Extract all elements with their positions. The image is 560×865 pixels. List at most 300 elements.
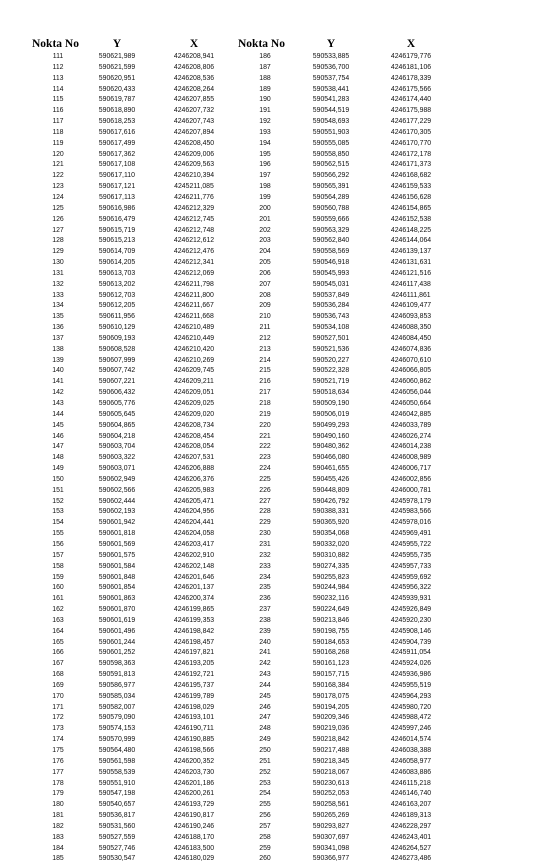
x-coordinate: 4246163,207 bbox=[390, 801, 432, 809]
table-row bbox=[32, 594, 238, 605]
y-coordinate: 590620,433 bbox=[98, 85, 136, 93]
table-row bbox=[32, 291, 238, 302]
point-number: 224 bbox=[259, 465, 271, 473]
table-row bbox=[32, 844, 238, 855]
point-number: 210 bbox=[259, 313, 271, 321]
y-coordinate: 590570,999 bbox=[98, 736, 136, 744]
y-coordinate: 590548,693 bbox=[312, 118, 350, 126]
y-coordinate: 590601,575 bbox=[98, 551, 136, 559]
y-coordinate: 590579,090 bbox=[98, 714, 136, 722]
x-coordinate: 4246205,471 bbox=[173, 497, 215, 505]
table-row bbox=[32, 52, 238, 63]
y-coordinate: 590619,787 bbox=[98, 96, 136, 104]
point-number: 243 bbox=[259, 671, 271, 679]
x-coordinate: 4246198,566 bbox=[173, 747, 215, 754]
y-coordinate: 590365,920 bbox=[312, 519, 350, 527]
x-coordinate: 4246000,781 bbox=[390, 486, 432, 494]
point-number: 250 bbox=[259, 747, 271, 754]
point-number: 197 bbox=[259, 172, 271, 180]
point-number: 122 bbox=[52, 172, 64, 180]
x-coordinate: 4246008,989 bbox=[390, 454, 432, 462]
y-coordinate: 590461,655 bbox=[312, 465, 350, 473]
y-coordinate: 590621,599 bbox=[98, 63, 136, 71]
point-number: 246 bbox=[259, 703, 271, 711]
x-coordinate: 4246154,865 bbox=[390, 204, 432, 212]
x-coordinate: 4245955,722 bbox=[390, 540, 432, 548]
point-number: 220 bbox=[259, 421, 271, 429]
x-coordinate: 4246202,910 bbox=[173, 551, 215, 559]
point-number: 159 bbox=[52, 573, 64, 581]
x-coordinate: 4245904,739 bbox=[390, 638, 432, 646]
table-row bbox=[238, 139, 452, 150]
x-coordinate: 4246131,631 bbox=[390, 259, 432, 267]
point-number: 203 bbox=[259, 237, 271, 245]
y-coordinate: 590586,977 bbox=[98, 681, 136, 689]
point-number: 254 bbox=[259, 790, 271, 798]
x-coordinate: 4246208,454 bbox=[173, 432, 215, 440]
y-coordinate: 590598,363 bbox=[98, 660, 136, 668]
point-number: 165 bbox=[52, 638, 64, 646]
table-row bbox=[238, 215, 452, 226]
x-coordinate: 4246195,737 bbox=[173, 681, 215, 689]
x-coordinate: 4246170,305 bbox=[390, 128, 432, 136]
table-row bbox=[32, 746, 238, 757]
table-row bbox=[32, 269, 238, 280]
point-number: 124 bbox=[52, 193, 64, 201]
table-row bbox=[238, 280, 452, 291]
table-row bbox=[238, 746, 452, 757]
y-coordinate: 590560,788 bbox=[312, 204, 350, 212]
point-number: 115 bbox=[52, 96, 64, 104]
y-coordinate: 590617,616 bbox=[98, 128, 136, 136]
x-coordinate: 4246109,477 bbox=[390, 302, 432, 310]
x-coordinate: 4246117,438 bbox=[391, 280, 431, 288]
x-coordinate: 4246212,748 bbox=[173, 226, 215, 234]
table-row bbox=[32, 540, 238, 551]
table-row bbox=[32, 442, 238, 453]
y-coordinate: 590607,742 bbox=[98, 367, 136, 375]
point-number: 186 bbox=[259, 53, 271, 60]
x-coordinate: 4246208,734 bbox=[173, 421, 215, 429]
point-number: 126 bbox=[52, 215, 64, 223]
y-coordinate: 590448,809 bbox=[312, 486, 350, 494]
y-coordinate: 590607,221 bbox=[98, 378, 136, 386]
y-coordinate: 590307,697 bbox=[312, 833, 350, 841]
table-row bbox=[32, 95, 238, 106]
point-number: 236 bbox=[259, 595, 271, 603]
table-row bbox=[238, 453, 452, 464]
table-row bbox=[32, 128, 238, 139]
y-coordinate: 590168,268 bbox=[312, 649, 350, 657]
x-coordinate: 4246197,821 bbox=[173, 649, 215, 657]
table-row bbox=[238, 692, 452, 703]
point-number: 256 bbox=[259, 812, 271, 820]
y-coordinate: 590499,293 bbox=[312, 421, 350, 429]
table-row bbox=[238, 366, 452, 377]
y-coordinate: 590555,085 bbox=[312, 139, 350, 147]
table-row bbox=[238, 193, 452, 204]
x-coordinate: 4245955,735 bbox=[390, 551, 432, 559]
y-coordinate: 590602,566 bbox=[98, 486, 136, 494]
point-number: 238 bbox=[259, 616, 271, 624]
table-row bbox=[32, 63, 238, 74]
table-row bbox=[32, 301, 238, 312]
point-number: 125 bbox=[52, 204, 64, 212]
point-number: 129 bbox=[52, 248, 64, 256]
table-row bbox=[238, 345, 452, 356]
table-row bbox=[32, 117, 238, 128]
y-coordinate: 590564,480 bbox=[98, 747, 136, 754]
table-row bbox=[238, 52, 452, 63]
y-coordinate: 590230,613 bbox=[312, 779, 350, 787]
x-coordinate: 4246083,886 bbox=[390, 768, 432, 776]
table-row bbox=[238, 356, 452, 367]
table-row bbox=[238, 507, 452, 518]
x-coordinate: 4246139,137 bbox=[390, 248, 432, 256]
table-row bbox=[238, 117, 452, 128]
y-coordinate: 590310,882 bbox=[312, 551, 350, 559]
point-number: 233 bbox=[259, 562, 271, 570]
y-coordinate: 590537,754 bbox=[312, 74, 350, 82]
point-number: 221 bbox=[259, 432, 271, 440]
y-coordinate: 590536,817 bbox=[98, 812, 136, 820]
y-coordinate: 590209,346 bbox=[312, 714, 350, 722]
y-coordinate: 590558,569 bbox=[312, 248, 350, 256]
table-row bbox=[238, 95, 452, 106]
y-coordinate: 590585,034 bbox=[98, 692, 136, 700]
point-number: 142 bbox=[52, 389, 64, 397]
x-coordinate: 4246193,101 bbox=[173, 714, 215, 722]
table-row bbox=[32, 854, 238, 865]
x-coordinate: 4246014,574 bbox=[390, 736, 432, 744]
point-number: 175 bbox=[52, 747, 64, 754]
point-number: 145 bbox=[52, 421, 64, 429]
point-number: 169 bbox=[52, 681, 64, 689]
table-row bbox=[32, 356, 238, 367]
point-number: 251 bbox=[259, 757, 271, 765]
x-coordinate: 4245908,146 bbox=[390, 627, 432, 635]
y-coordinate: 590546,918 bbox=[312, 259, 350, 267]
table-row bbox=[238, 486, 452, 497]
point-number: 240 bbox=[259, 638, 271, 646]
table-row bbox=[32, 453, 238, 464]
point-number: 230 bbox=[259, 530, 271, 538]
x-coordinate: 4246074,836 bbox=[390, 345, 432, 353]
y-coordinate: 590602,949 bbox=[98, 475, 136, 483]
point-number: 222 bbox=[259, 443, 271, 451]
point-number: 229 bbox=[259, 519, 271, 527]
y-coordinate: 590611,956 bbox=[99, 313, 135, 321]
point-number: 143 bbox=[52, 400, 64, 407]
table-row bbox=[238, 551, 452, 562]
point-number: 198 bbox=[259, 183, 271, 191]
x-coordinate: 4246033,789 bbox=[390, 421, 432, 429]
x-coordinate: 4246201,137 bbox=[173, 584, 215, 592]
table-row bbox=[32, 280, 238, 291]
x-coordinate: 4246198,457 bbox=[173, 638, 215, 646]
table-row bbox=[238, 421, 452, 432]
table-row bbox=[238, 854, 452, 865]
y-coordinate: 590341,098 bbox=[312, 844, 350, 852]
y-coordinate: 590613,202 bbox=[98, 280, 136, 288]
y-coordinate: 590258,561 bbox=[312, 801, 350, 809]
table-row bbox=[32, 768, 238, 779]
table-row bbox=[238, 399, 452, 410]
y-coordinate: 590551,910 bbox=[98, 779, 136, 787]
point-number: 139 bbox=[52, 356, 64, 364]
table-row bbox=[238, 258, 452, 269]
table-row bbox=[238, 63, 452, 74]
x-coordinate: 4246121,516 bbox=[390, 269, 432, 277]
x-coordinate: 4246193,205 bbox=[173, 660, 215, 668]
table-row bbox=[238, 388, 452, 399]
header-row bbox=[238, 37, 452, 52]
point-number: 235 bbox=[259, 584, 271, 592]
table-row bbox=[238, 150, 452, 161]
x-coordinate: 4246172,178 bbox=[390, 150, 432, 158]
y-coordinate: 590244,984 bbox=[312, 584, 350, 592]
x-coordinate: 4246179,776 bbox=[390, 53, 432, 60]
point-number: 166 bbox=[52, 649, 64, 657]
y-coordinate: 590558,850 bbox=[312, 150, 350, 158]
table-row bbox=[32, 757, 238, 768]
point-number: 247 bbox=[259, 714, 271, 722]
point-number: 146 bbox=[52, 432, 64, 440]
x-coordinate: 4246228,297 bbox=[390, 822, 432, 830]
x-coordinate: 4246038,388 bbox=[390, 747, 432, 754]
point-number: 204 bbox=[259, 248, 271, 256]
point-number: 191 bbox=[259, 107, 271, 115]
y-coordinate: 590617,121 bbox=[98, 183, 136, 191]
table-row bbox=[238, 713, 452, 724]
point-number: 132 bbox=[52, 280, 64, 288]
point-number: 213 bbox=[259, 345, 271, 353]
table-row bbox=[32, 670, 238, 681]
x-coordinate: 4246177,229 bbox=[390, 118, 432, 126]
y-coordinate: 590602,193 bbox=[98, 508, 136, 516]
table-row bbox=[238, 236, 452, 247]
table-row bbox=[32, 182, 238, 193]
point-number: 183 bbox=[52, 833, 64, 841]
table-row bbox=[32, 659, 238, 670]
y-coordinate: 590293,827 bbox=[312, 822, 350, 830]
point-number: 113 bbox=[52, 74, 64, 82]
point-number: 217 bbox=[259, 389, 271, 397]
header-nokta-no: Nokta No bbox=[32, 38, 79, 50]
x-coordinate: 4246211,667 bbox=[174, 302, 214, 310]
x-coordinate: 4246200,261 bbox=[173, 790, 215, 798]
table-row bbox=[32, 735, 238, 746]
y-coordinate: 590232,116 bbox=[313, 595, 349, 603]
y-coordinate: 590219,036 bbox=[312, 725, 350, 733]
table-row bbox=[238, 74, 452, 85]
y-coordinate: 590527,746 bbox=[98, 844, 136, 852]
y-coordinate: 590255,823 bbox=[312, 573, 350, 581]
point-number: 255 bbox=[259, 801, 271, 809]
y-coordinate: 590610,129 bbox=[98, 324, 136, 332]
coordinate-table-left bbox=[32, 37, 238, 865]
y-coordinate: 590562,515 bbox=[312, 161, 350, 169]
table-row bbox=[238, 171, 452, 182]
x-coordinate: 4246168,682 bbox=[390, 172, 432, 180]
point-number: 227 bbox=[259, 497, 271, 505]
y-coordinate: 590608,528 bbox=[98, 345, 136, 353]
x-coordinate: 4246203,417 bbox=[173, 540, 215, 548]
y-coordinate: 590520,227 bbox=[312, 356, 350, 364]
y-coordinate: 590561,598 bbox=[98, 757, 136, 765]
x-coordinate: 4246188,170 bbox=[173, 833, 215, 841]
y-coordinate: 590218,067 bbox=[312, 768, 350, 776]
table-row bbox=[238, 432, 452, 443]
y-coordinate: 590536,284 bbox=[312, 302, 350, 310]
x-coordinate: 4246056,044 bbox=[390, 389, 432, 397]
x-coordinate: 4246212,069 bbox=[173, 269, 215, 277]
y-coordinate: 590218,842 bbox=[312, 736, 350, 744]
point-number: 131 bbox=[52, 269, 64, 277]
table-row bbox=[32, 692, 238, 703]
y-coordinate: 590518,634 bbox=[312, 389, 350, 397]
x-coordinate: 4246170,770 bbox=[390, 139, 432, 147]
x-coordinate: 4246208,450 bbox=[173, 139, 215, 147]
point-number: 134 bbox=[52, 302, 64, 310]
x-coordinate: 4246190,885 bbox=[173, 736, 215, 744]
x-coordinate: 4246205,983 bbox=[173, 486, 215, 494]
point-number: 118 bbox=[52, 128, 64, 136]
y-coordinate: 590601,854 bbox=[98, 584, 136, 592]
point-number: 140 bbox=[52, 367, 64, 375]
y-coordinate: 590603,322 bbox=[98, 454, 136, 462]
x-coordinate: 4246209,563 bbox=[173, 161, 215, 169]
table-row bbox=[238, 583, 452, 594]
y-coordinate: 590530,547 bbox=[98, 855, 136, 863]
y-coordinate: 590601,496 bbox=[98, 627, 136, 635]
x-coordinate: 4246273,486 bbox=[390, 855, 432, 863]
point-number: 133 bbox=[52, 291, 64, 299]
x-coordinate: 4245978,016 bbox=[390, 519, 432, 527]
y-coordinate: 590252,053 bbox=[312, 790, 350, 798]
table-row bbox=[238, 681, 452, 692]
y-coordinate: 590601,252 bbox=[98, 649, 136, 657]
x-coordinate: 4246209,211 bbox=[174, 378, 214, 386]
y-coordinate: 590609,193 bbox=[98, 334, 136, 342]
y-coordinate: 590538,441 bbox=[312, 85, 350, 93]
y-coordinate: 590184,653 bbox=[312, 638, 350, 646]
point-number: 257 bbox=[259, 822, 271, 830]
x-coordinate: 4246006,717 bbox=[390, 465, 432, 473]
point-number: 245 bbox=[259, 692, 271, 700]
y-coordinate: 590614,205 bbox=[98, 259, 136, 267]
x-coordinate: 4246198,029 bbox=[173, 703, 215, 711]
y-coordinate: 590617,499 bbox=[98, 139, 136, 147]
table-row bbox=[32, 551, 238, 562]
table-row bbox=[238, 323, 452, 334]
point-number: 218 bbox=[259, 400, 271, 407]
x-coordinate: 4246050,664 bbox=[390, 400, 432, 407]
point-number: 185 bbox=[52, 855, 64, 863]
table-row bbox=[32, 562, 238, 573]
table-row bbox=[238, 573, 452, 584]
x-coordinate: 4246209,020 bbox=[173, 410, 215, 418]
table-row bbox=[32, 193, 238, 204]
point-number: 239 bbox=[259, 627, 271, 635]
x-coordinate: 4246026,274 bbox=[390, 432, 432, 440]
y-coordinate: 590604,865 bbox=[98, 421, 136, 429]
point-number: 127 bbox=[52, 226, 64, 234]
coordinate-table-right bbox=[238, 37, 452, 865]
point-number: 152 bbox=[52, 497, 64, 505]
x-coordinate: 4246207,531 bbox=[173, 454, 215, 462]
table-row bbox=[238, 627, 452, 638]
point-number: 161 bbox=[52, 595, 64, 603]
table-row bbox=[238, 833, 452, 844]
x-coordinate: 4246212,745 bbox=[173, 215, 215, 223]
point-number: 207 bbox=[259, 280, 271, 288]
x-coordinate: 4246206,376 bbox=[173, 475, 215, 483]
point-number: 244 bbox=[259, 681, 271, 689]
point-number: 202 bbox=[259, 226, 271, 234]
point-number: 174 bbox=[52, 736, 64, 744]
table-row bbox=[238, 540, 452, 551]
x-coordinate: 4246210,269 bbox=[173, 356, 215, 364]
x-coordinate: 4246207,732 bbox=[173, 107, 215, 115]
y-coordinate: 590617,110 bbox=[99, 172, 135, 180]
point-number: 130 bbox=[52, 259, 64, 267]
x-coordinate: 4246243,401 bbox=[390, 833, 432, 841]
table-row bbox=[238, 312, 452, 323]
x-coordinate: 4246190,246 bbox=[173, 822, 215, 830]
y-coordinate: 590332,020 bbox=[312, 540, 350, 548]
table-row bbox=[238, 724, 452, 735]
y-coordinate: 590527,559 bbox=[98, 833, 136, 841]
point-number: 164 bbox=[52, 627, 64, 635]
y-coordinate: 590537,849 bbox=[312, 291, 350, 299]
y-coordinate: 590566,292 bbox=[312, 172, 350, 180]
point-number: 156 bbox=[52, 540, 64, 548]
y-coordinate: 590605,776 bbox=[98, 400, 136, 407]
x-coordinate: 4245983,566 bbox=[390, 508, 432, 516]
point-number: 144 bbox=[52, 410, 64, 418]
y-coordinate: 590521,536 bbox=[312, 345, 350, 353]
table-row bbox=[238, 247, 452, 258]
x-coordinate: 4246189,313 bbox=[390, 812, 432, 820]
x-coordinate: 4245988,472 bbox=[390, 714, 432, 722]
x-coordinate: 4246199,789 bbox=[173, 692, 215, 700]
table-row bbox=[238, 659, 452, 670]
y-coordinate: 590617,113 bbox=[99, 193, 135, 201]
y-coordinate: 590522,328 bbox=[312, 367, 350, 375]
x-coordinate: 4246209,051 bbox=[173, 389, 215, 397]
point-number: 176 bbox=[52, 757, 64, 765]
point-number: 151 bbox=[52, 486, 64, 494]
point-number: 112 bbox=[52, 63, 64, 71]
y-coordinate: 590213,846 bbox=[312, 616, 350, 624]
x-coordinate: 4246211,776 bbox=[174, 193, 214, 201]
table-row bbox=[32, 486, 238, 497]
point-number: 201 bbox=[259, 215, 271, 223]
x-coordinate: 4246210,420 bbox=[173, 345, 215, 353]
x-coordinate: 4246183,500 bbox=[173, 844, 215, 852]
table-row bbox=[238, 789, 452, 800]
point-number: 214 bbox=[259, 356, 271, 364]
point-number: 193 bbox=[259, 128, 271, 136]
table-row bbox=[238, 204, 452, 215]
x-coordinate: 4246192,721 bbox=[173, 671, 215, 679]
point-number: 252 bbox=[259, 768, 271, 776]
point-number: 188 bbox=[259, 74, 271, 82]
y-coordinate: 590620,951 bbox=[98, 74, 136, 82]
y-coordinate: 590605,645 bbox=[98, 410, 136, 418]
x-coordinate: 4246175,988 bbox=[390, 107, 432, 115]
